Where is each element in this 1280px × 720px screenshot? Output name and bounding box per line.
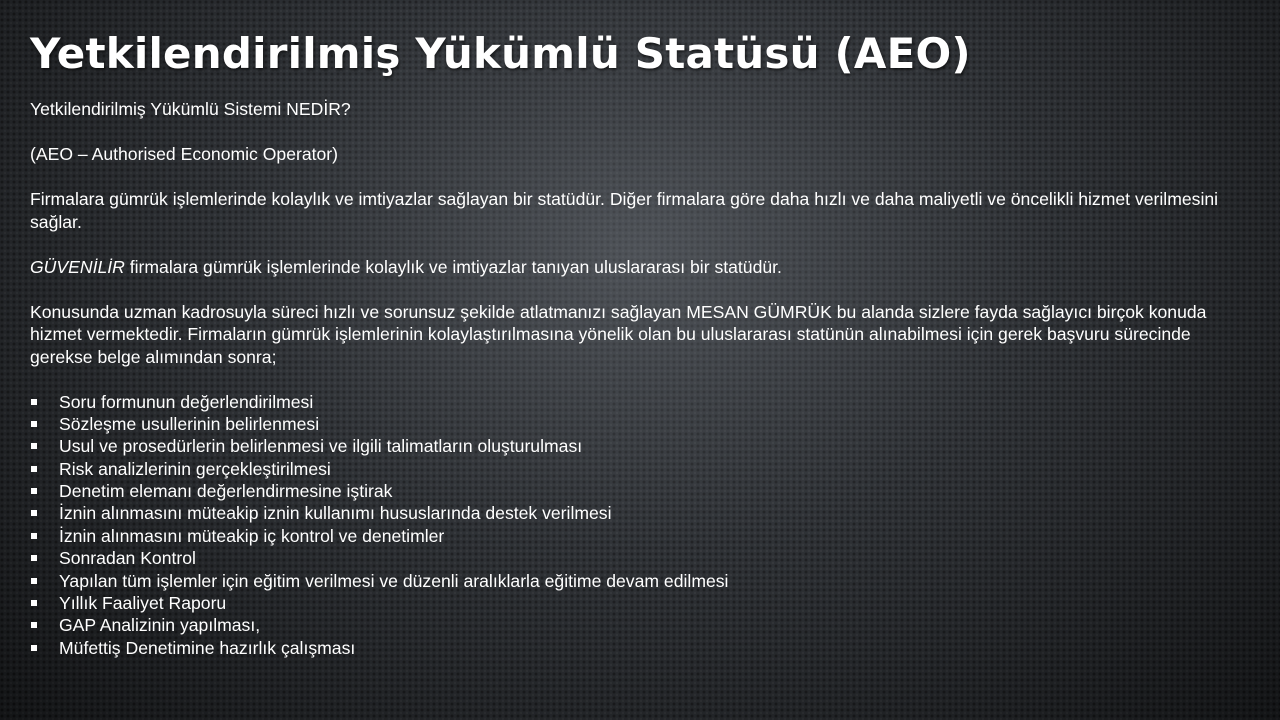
bullet-text: İznin alınmasını müteakip iç kontrol ve denetimler <box>59 525 445 546</box>
service-bullet-list <box>30 391 1245 660</box>
square-bullet-icon <box>31 578 37 584</box>
square-bullet-icon <box>31 399 37 405</box>
paragraph-definition: Firmalara gümrük işlemlerinde kolaylık ve imtiyazlar sağlayan bir statüdür. Diğer firmalara göre daha hızlı ve daha maliyetli ve öncelikli hizmet verilmesini sağlar. <box>30 189 1219 232</box>
square-bullet-icon <box>31 533 37 539</box>
bullet-text: Yıllık Faaliyet Raporu <box>59 593 227 614</box>
bullet-text: Sonradan Kontrol <box>59 548 196 569</box>
acronym-line: (AEO – Authorised Economic Operator) <box>30 144 339 164</box>
slide-body <box>30 98 1245 659</box>
square-bullet-icon <box>31 421 37 427</box>
bullet-text: Usul ve prosedürlerin belirlenmesi ve ilgili talimatların oluşturulması <box>59 436 583 457</box>
bullet-text: Soru formunun değerlendirilmesi <box>59 391 314 412</box>
service-bullet-item <box>30 391 1245 413</box>
service-bullet-item <box>30 480 1245 502</box>
square-bullet-icon <box>31 622 37 628</box>
bullet-text: GAP Analizinin yapılması, <box>59 615 261 636</box>
square-bullet-icon <box>31 443 37 449</box>
service-bullet-item <box>30 413 1245 435</box>
square-bullet-icon <box>31 600 37 606</box>
service-bullet-item <box>30 547 1245 569</box>
slide-title: Yetkilendirilmiş Yükümlü Statüsü (AEO) <box>30 29 971 78</box>
spacer <box>30 278 1245 301</box>
spacer <box>30 166 1245 189</box>
square-bullet-icon <box>31 510 37 516</box>
spacer <box>30 121 1245 144</box>
service-bullet-item <box>30 637 1245 659</box>
bullet-text: İznin alınmasını müteakip iznin kullanımı hususlarında destek verilmesi <box>59 503 612 524</box>
trusted-emphasis: GÜVENİLİR <box>30 256 125 277</box>
bullet-text: Sözleşme usullerinin belirlenmesi <box>59 413 320 434</box>
square-bullet-icon <box>31 488 37 494</box>
spacer <box>30 233 1245 256</box>
service-bullet-item <box>30 592 1245 614</box>
square-bullet-icon <box>31 555 37 561</box>
service-bullet-item <box>30 614 1245 636</box>
bullet-text: Yapılan tüm işlemler için eğitim verilmesi ve düzenli aralıklarla eğitime devam edilmesi <box>59 570 729 591</box>
paragraph-trusted <box>30 256 1245 279</box>
bullet-text: Müfettiş Denetimine hazırlık çalışması <box>59 637 356 658</box>
service-bullet-item <box>30 525 1245 547</box>
bullet-text: Denetim elemanı değerlendirmesine iştirak <box>59 481 393 502</box>
service-bullet-item <box>30 435 1245 457</box>
service-bullet-item <box>30 570 1245 592</box>
intro-question: Yetkilendirilmiş Yükümlü Sistemi NEDİR? <box>30 99 351 119</box>
spacer <box>30 368 1245 391</box>
square-bullet-icon <box>31 466 37 472</box>
bullet-text: Risk analizlerinin gerçekleştirilmesi <box>59 458 331 479</box>
service-bullet-item <box>30 502 1245 524</box>
square-bullet-icon <box>31 645 37 651</box>
paragraph-mesan: Konusunda uzman kadrosuyla süreci hızlı ve sorunsuz şekilde atlatmanızı sağlayan MESAN GÜMRÜK bu alanda sizlere fayda sağlayıcı birçok konuda hizmet vermektedir. Firmaların gümrük işlemlerinin kolaylaştırılmasına yönelik olan bu uluslararası statünün alınabilmesi için gerek başvuru sürecinde gerekse belge alımından sonra; <box>30 301 1207 367</box>
paragraph-trusted-text: firmalara gümrük işlemlerinde kolaylık ve imtiyazlar tanıyan uluslararası bir statüdür. <box>124 256 782 277</box>
service-bullet-item <box>30 458 1245 480</box>
